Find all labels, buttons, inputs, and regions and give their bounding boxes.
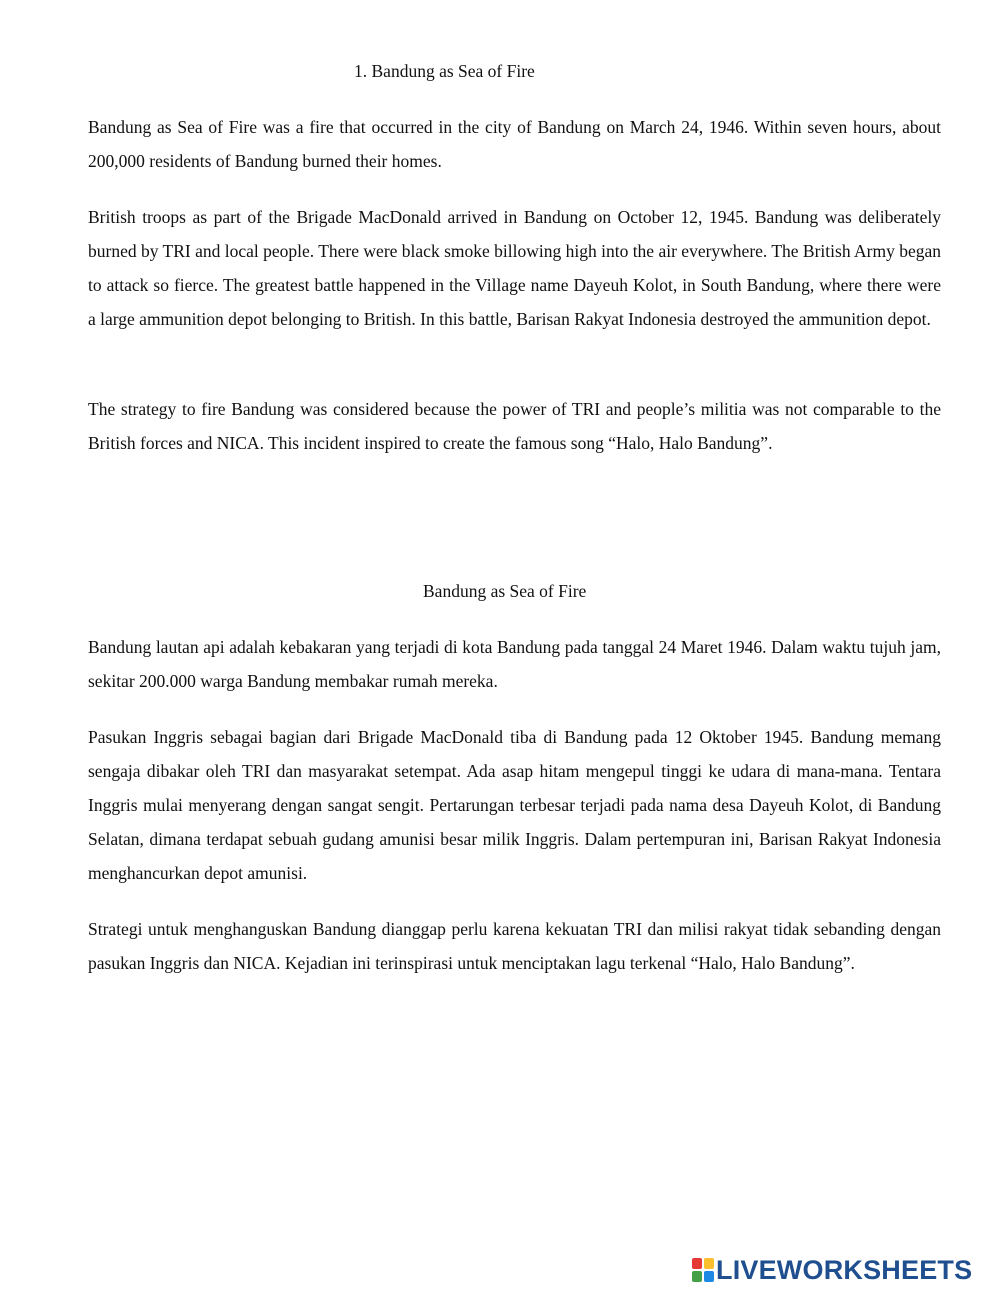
indonesian-paragraph-2: Pasukan Inggris sebagai bagian dari Brigade MacDonald tiba di Bandung pada 12 Oktober 1945. Bandung memang sengaja dibakar oleh TRI dan masyarakat setempat. Ada asap hitam mengepul tinggi ke udara di mana-mana. Tentara Inggris mulai menyerang dengan sangat sengit. Pertarungan terbesar terjadi pada nama desa Dayeuh Kolot, di Bandung Selatan, dimana terdapat sebuah gudang amunisi besar milik Inggris. Dalam pertempuran ini, Barisan Rakyat Indonesia menghancurkan depot amunisi.: [88, 727, 941, 883]
indonesian-paragraph-1: Bandung lautan api adalah kebakaran yang terjadi di kota Bandung pada tanggal 24 Maret 1946. Dalam waktu tujuh jam, sekitar 200.000 warga Bandung membakar rumah mereka.: [88, 637, 941, 691]
liveworksheets-logo[interactable]: [692, 1254, 972, 1286]
logo-square-red: [692, 1258, 702, 1269]
logo-square-yellow: [704, 1258, 714, 1269]
english-paragraph-1: Bandung as Sea of Fire was a fire that occurred in the city of Bandung on March 24, 1946. Within seven hours, about 200,000 residents of Bandung burned their homes.: [88, 117, 941, 171]
english-title: 1. Bandung as Sea of Fire: [354, 61, 535, 81]
indonesian-title: Bandung as Sea of Fire: [423, 581, 587, 601]
indonesian-paragraph-3: Strategi untuk menghanguskan Bandung dianggap perlu karena kekuatan TRI dan milisi rakyat tidak sebanding dengan pasukan Inggris dan NICA. Kejadian ini terinspirasi untuk menciptakan lagu terkenal “Halo, Halo Bandung”.: [88, 919, 941, 973]
liveworksheets-icon: [692, 1258, 714, 1282]
logo-square-green: [692, 1271, 702, 1282]
english-paragraph-3: The strategy to fire Bandung was considered because the power of TRI and people’s militia was not comparable to the British forces and NICA. This incident inspired to create the famous song “Halo, Halo Bandung”.: [88, 399, 941, 453]
logo-square-blue: [704, 1271, 714, 1282]
liveworksheets-wordmark: LIVEWORKSHEETS: [716, 1255, 973, 1285]
english-paragraph-2: British troops as part of the Brigade MacDonald arrived in Bandung on October 12, 1945. Bandung was deliberately burned by TRI and local people. There were black smoke billowing high into the air everywhere. The British Army began to attack so fierce. The greatest battle happened in the Village name Dayeuh Kolot, in South Bandung, where there were a large ammunition depot belonging to British. In this battle, Barisan Rakyat Indonesia destroyed the ammunition depot.: [88, 207, 941, 329]
